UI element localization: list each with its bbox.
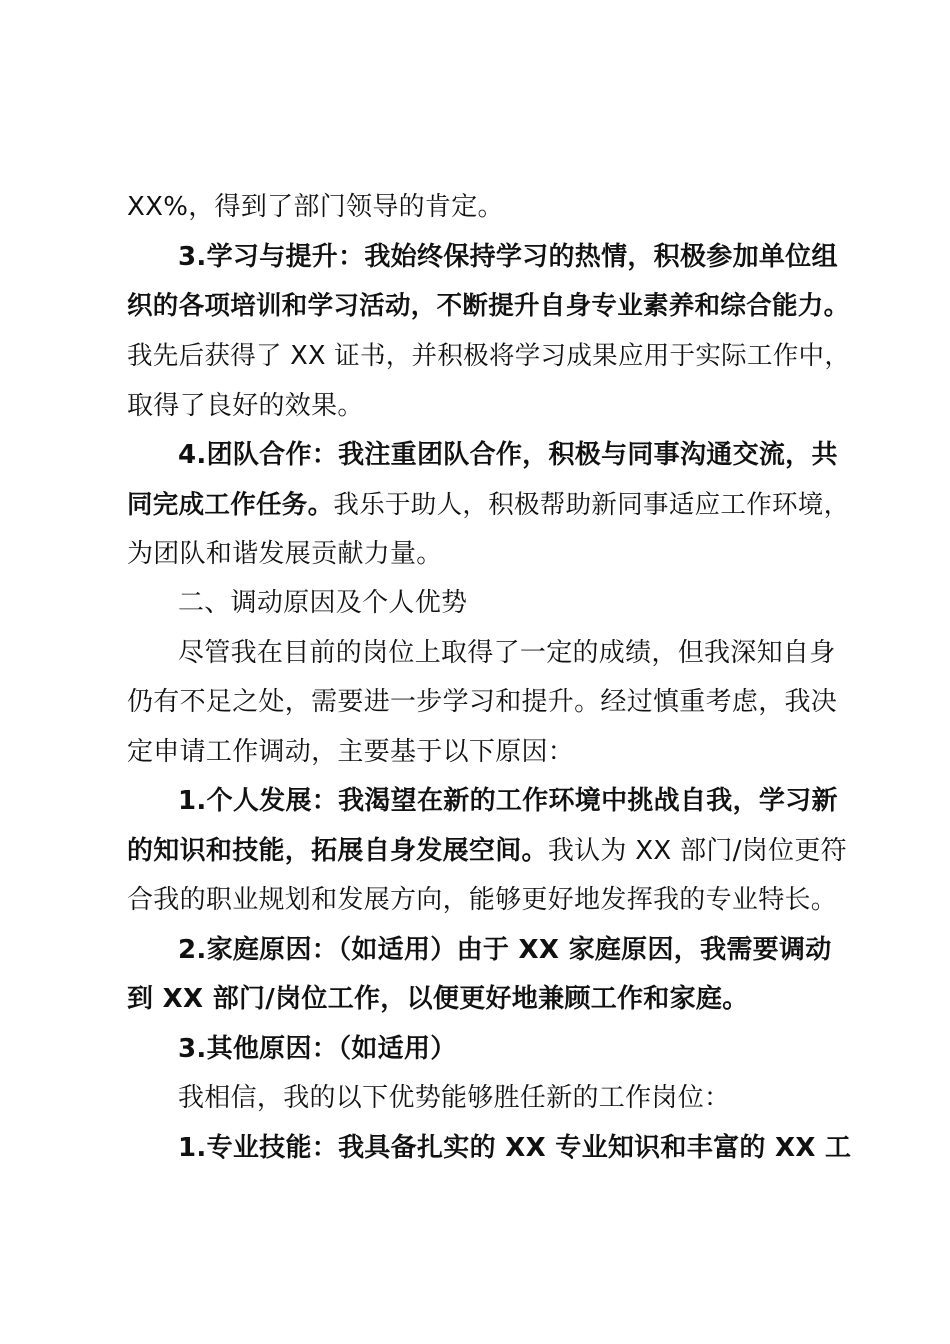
text-run-bold: 的知识和技能，拓展自身发展空间。: [127, 836, 548, 866]
text-run: 我乐于助人，积极帮助新同事适应工作环境，: [333, 490, 850, 520]
text-run: 我认为 XX 部门/岗位更符: [547, 836, 847, 866]
text-run-bold: 1.专业技能：我具备扎实的 XX 专业知识和丰富的 XX 工: [178, 1133, 852, 1163]
text-line: [178, 925, 858, 975]
text-run-bold: 3.其他原因：（如适用）: [178, 1034, 457, 1064]
text-run: 为团队和谐发展贡献力量。: [127, 539, 443, 569]
text-run-bold: 4.团队合作：我注重团队合作，积极与同事沟通交流，共: [178, 440, 838, 470]
text-run-bold: 3.学习与提升：我始终保持学习的热情，积极参加单位组: [178, 242, 838, 272]
text-run: 我先后获得了 XX 证书，并积极将学习成果应用于实际工作中，: [127, 341, 851, 371]
text-line: [127, 381, 857, 431]
text-line: [127, 974, 857, 1024]
text-line: [178, 628, 858, 678]
text-run: 仍有不足之处，需要进一步学习和提升。经过慎重考虑，我决: [127, 687, 838, 717]
text-line: [127, 331, 857, 381]
text-line: [178, 1024, 858, 1074]
text-line: [178, 1123, 858, 1173]
text-line: [127, 677, 857, 727]
text-line: [127, 529, 857, 579]
text-line: [178, 232, 858, 282]
text-line: [178, 430, 858, 480]
text-run: 尽管我在目前的岗位上取得了一定的成绩，但我深知自身: [178, 638, 836, 668]
text-line: [127, 875, 857, 925]
text-run: 合我的职业规划和发展方向，能够更好地发挥我的专业特长。: [127, 885, 838, 915]
text-run: 我相信，我的以下优势能够胜任新的工作岗位：: [178, 1083, 731, 1113]
text-line: [127, 182, 857, 232]
text-run-bold: 到 XX 部门/岗位工作，以便更好地兼顾工作和家庭。: [127, 984, 749, 1014]
text-run-bold: 2.家庭原因：（如适用）由于 XX 家庭原因，我需要调动: [178, 935, 832, 965]
text-line: [178, 1073, 858, 1123]
text-run: 二、调动原因及个人优势: [178, 588, 468, 618]
text-line: [127, 281, 857, 331]
text-run: 取得了良好的效果。: [127, 391, 364, 421]
text-line: [127, 826, 857, 876]
text-run-bold: 织的各项培训和学习活动，不断提升自身专业素养和综合能力。: [127, 291, 850, 321]
text-run-bold: 同完成工作任务。: [127, 490, 334, 520]
text-run: 定申请工作调动，主要基于以下原因：: [127, 737, 575, 767]
section-heading: [178, 578, 858, 628]
text-run: XX%，得到了部门领导的肯定。: [127, 192, 504, 222]
text-line: [127, 727, 857, 777]
text-line: [127, 480, 857, 530]
text-run-bold: 1.个人发展：我渴望在新的工作环境中挑战自我，学习新: [178, 786, 838, 816]
text-line: [178, 776, 858, 826]
